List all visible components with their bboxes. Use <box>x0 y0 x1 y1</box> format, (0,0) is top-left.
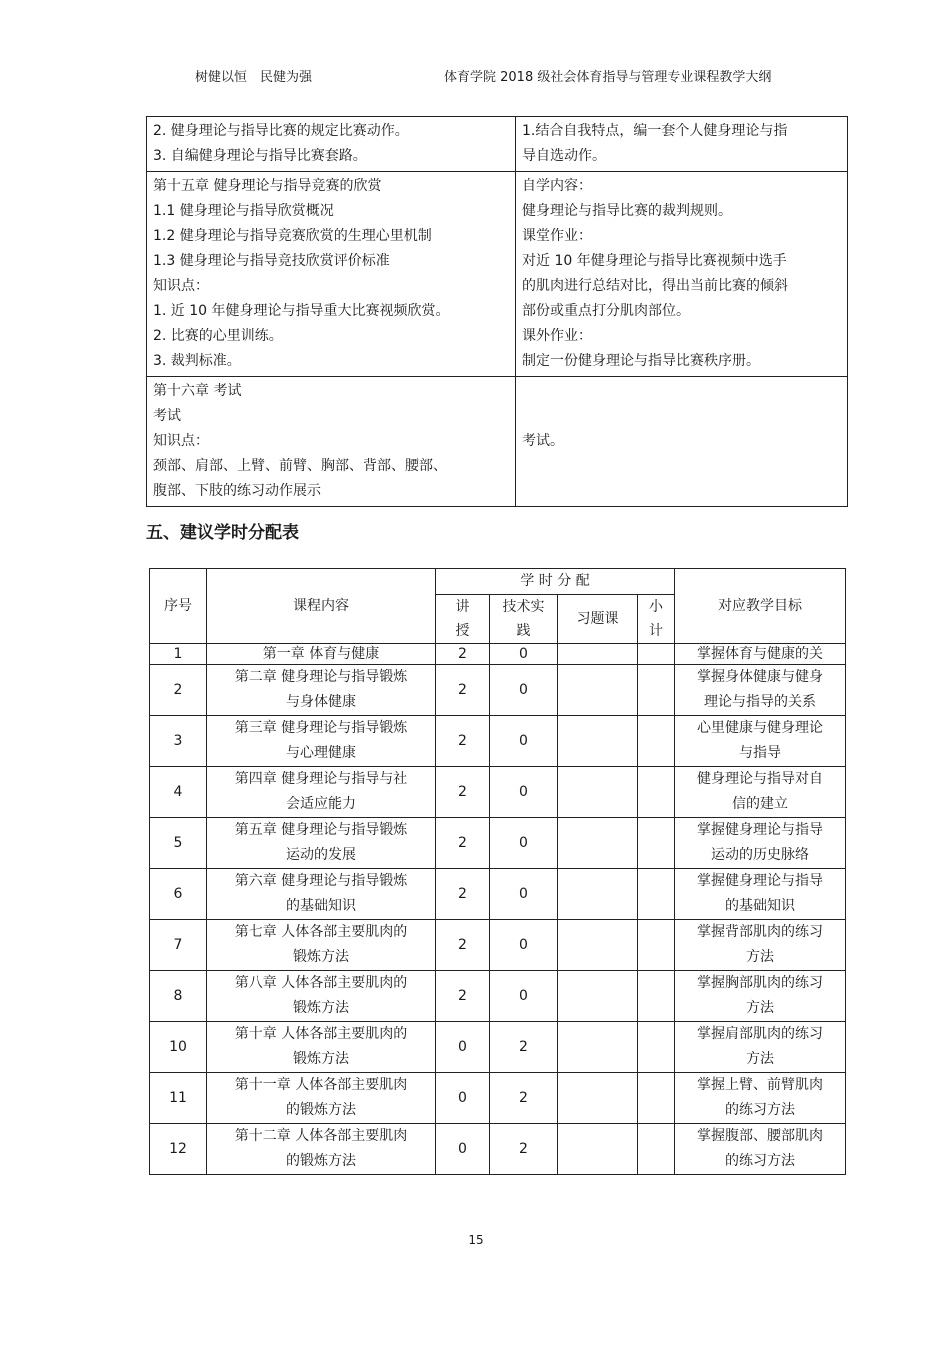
row-exercise-hours <box>558 644 638 665</box>
row-seq: 7 <box>150 920 207 971</box>
table-row <box>150 1073 846 1124</box>
header-goal: 对应教学目标 <box>675 569 846 644</box>
row-exercise-hours <box>558 971 638 1022</box>
row-goal: 掌握身体健康与健身 理论与指导的关系 <box>675 665 846 716</box>
row-subtotal <box>638 716 675 767</box>
row-seq: 12 <box>150 1124 207 1175</box>
row-exercise-hours <box>558 716 638 767</box>
row-practice-hours: 0 <box>490 818 558 869</box>
row-subtotal <box>638 920 675 971</box>
row-goal: 掌握背部肌肉的练习 方法 <box>675 920 846 971</box>
header-exercise: 习题课 <box>558 595 638 644</box>
table-row <box>150 1022 846 1073</box>
table-cell: 第十六章 考试 考试 知识点： 颈部、肩部、上臂、前臂、胸部、背部、腰部、 腹部、下肢的练习动作展示 <box>147 377 516 507</box>
header-seq: 序号 <box>150 569 207 644</box>
table-row <box>150 665 846 716</box>
row-goal: 掌握胸部肌肉的练习 方法 <box>675 971 846 1022</box>
row-lecture-hours: 2 <box>436 869 490 920</box>
header-title: 体育学院 2018 级社会体育指导与管理专业课程教学大纲 <box>444 70 772 85</box>
row-subtotal <box>638 644 675 665</box>
row-seq: 11 <box>150 1073 207 1124</box>
row-goal: 心里健康与健身理论 与指导 <box>675 716 846 767</box>
page-header <box>0 64 952 86</box>
row-goal: 掌握腹部、腰部肌肉 的练习方法 <box>675 1124 846 1175</box>
row-lecture-hours: 2 <box>436 665 490 716</box>
row-lecture-hours: 2 <box>436 818 490 869</box>
row-subtotal <box>638 665 675 716</box>
row-practice-hours: 2 <box>490 1124 558 1175</box>
row-content: 第六章 健身理论与指导锻炼 的基础知识 <box>207 869 436 920</box>
table-cell: 第十五章 健身理论与指导竞赛的欣赏 1.1 健身理论与指导欣赏概况 1.2 健身理论与指导竞赛欣赏的生理心里机制 1.3 健身理论与指导竞技欣赏评价标准 知识点： 1. 近 10 年健身理论与指导重大比赛视频欣赏。 2. 比赛的心里训练。 3. 裁判标准。 <box>147 172 516 377</box>
table-row <box>150 920 846 971</box>
table-row <box>150 716 846 767</box>
row-subtotal <box>638 1022 675 1073</box>
row-practice-hours: 0 <box>490 920 558 971</box>
row-practice-hours: 0 <box>490 869 558 920</box>
table-row <box>150 1124 846 1175</box>
row-seq: 6 <box>150 869 207 920</box>
table-row <box>147 377 848 507</box>
row-lecture-hours: 2 <box>436 644 490 665</box>
row-subtotal <box>638 1124 675 1175</box>
page-number: 15 <box>468 1233 484 1247</box>
syllabus-content-table <box>146 116 848 507</box>
row-practice-hours: 0 <box>490 716 558 767</box>
row-seq: 3 <box>150 716 207 767</box>
row-seq: 4 <box>150 767 207 818</box>
row-practice-hours: 0 <box>490 971 558 1022</box>
header-motto: 树健以恒 民健为强 <box>195 70 313 85</box>
row-content: 第五章 健身理论与指导锻炼 运动的发展 <box>207 818 436 869</box>
header-subtotal: 小 计 <box>638 595 675 644</box>
row-goal: 掌握上臂、前臂肌肉 的练习方法 <box>675 1073 846 1124</box>
row-content: 第一章 体育与健康 <box>207 644 436 665</box>
row-subtotal <box>638 1073 675 1124</box>
row-practice-hours: 2 <box>490 1022 558 1073</box>
table-row <box>150 818 846 869</box>
row-content: 第十二章 人体各部主要肌肉 的锻炼方法 <box>207 1124 436 1175</box>
row-content: 第三章 健身理论与指导锻炼 与心理健康 <box>207 716 436 767</box>
row-subtotal <box>638 767 675 818</box>
table-body <box>150 644 846 1175</box>
row-seq: 1 <box>150 644 207 665</box>
table-row <box>150 767 846 818</box>
header-lecture: 讲 授 <box>436 595 490 644</box>
row-subtotal <box>638 971 675 1022</box>
header-practice: 技术实 践 <box>490 595 558 644</box>
row-lecture-hours: 0 <box>436 1022 490 1073</box>
row-lecture-hours: 0 <box>436 1073 490 1124</box>
row-exercise-hours <box>558 767 638 818</box>
row-exercise-hours <box>558 818 638 869</box>
row-content: 第四章 健身理论与指导与社 会适应能力 <box>207 767 436 818</box>
row-content: 第十一章 人体各部主要肌肉 的锻炼方法 <box>207 1073 436 1124</box>
row-practice-hours: 0 <box>490 644 558 665</box>
header-hours-group: 学 时 分 配 <box>436 569 675 595</box>
table-row <box>147 117 848 172</box>
row-practice-hours: 0 <box>490 665 558 716</box>
row-practice-hours: 0 <box>490 767 558 818</box>
row-seq: 2 <box>150 665 207 716</box>
table-header-row <box>150 569 846 595</box>
row-content: 第七章 人体各部主要肌肉的 锻炼方法 <box>207 920 436 971</box>
row-goal: 掌握健身理论与指导 的基础知识 <box>675 869 846 920</box>
row-practice-hours: 2 <box>490 1073 558 1124</box>
row-content: 第十章 人体各部主要肌肉的 锻炼方法 <box>207 1022 436 1073</box>
table-row <box>150 971 846 1022</box>
row-subtotal <box>638 869 675 920</box>
row-lecture-hours: 2 <box>436 920 490 971</box>
row-goal: 健身理论与指导对自 信的建立 <box>675 767 846 818</box>
row-exercise-hours <box>558 1022 638 1073</box>
row-content: 第八章 人体各部主要肌肉的 锻炼方法 <box>207 971 436 1022</box>
row-lecture-hours: 0 <box>436 1124 490 1175</box>
section-title: 五、建议学时分配表 <box>146 523 299 543</box>
table-row <box>150 869 846 920</box>
hours-allocation-table <box>149 568 846 1175</box>
row-lecture-hours: 2 <box>436 716 490 767</box>
row-seq: 8 <box>150 971 207 1022</box>
row-seq: 10 <box>150 1022 207 1073</box>
table-cell: 考试。 <box>516 377 848 507</box>
row-exercise-hours <box>558 665 638 716</box>
table-cell: 1.结合自我特点，编一套个人健身理论与指 导自选动作。 <box>516 117 848 172</box>
row-exercise-hours <box>558 1073 638 1124</box>
row-exercise-hours <box>558 869 638 920</box>
row-goal: 掌握健身理论与指导 运动的历史脉络 <box>675 818 846 869</box>
table-cell: 2. 健身理论与指导比赛的规定比赛动作。 3. 自编健身理论与指导比赛套路。 <box>147 117 516 172</box>
row-lecture-hours: 2 <box>436 971 490 1022</box>
row-lecture-hours: 2 <box>436 767 490 818</box>
header-content: 课程内容 <box>207 569 436 644</box>
row-seq: 5 <box>150 818 207 869</box>
table-row <box>147 172 848 377</box>
row-goal: 掌握肩部肌肉的练习 方法 <box>675 1022 846 1073</box>
row-subtotal <box>638 818 675 869</box>
table-cell: 自学内容： 健身理论与指导比赛的裁判规则。 课堂作业： 对近 10 年健身理论与指导比赛视频中选手 的肌肉进行总结对比，得出当前比赛的倾斜 部份或重点打分肌肉部位。 课外作业： 制定一份健身理论与指导比赛秩序册。 <box>516 172 848 377</box>
row-exercise-hours <box>558 1124 638 1175</box>
row-exercise-hours <box>558 920 638 971</box>
table-row <box>150 644 846 665</box>
row-goal: 掌握体育与健康的关 <box>675 644 846 665</box>
row-content: 第二章 健身理论与指导锻炼 与身体健康 <box>207 665 436 716</box>
